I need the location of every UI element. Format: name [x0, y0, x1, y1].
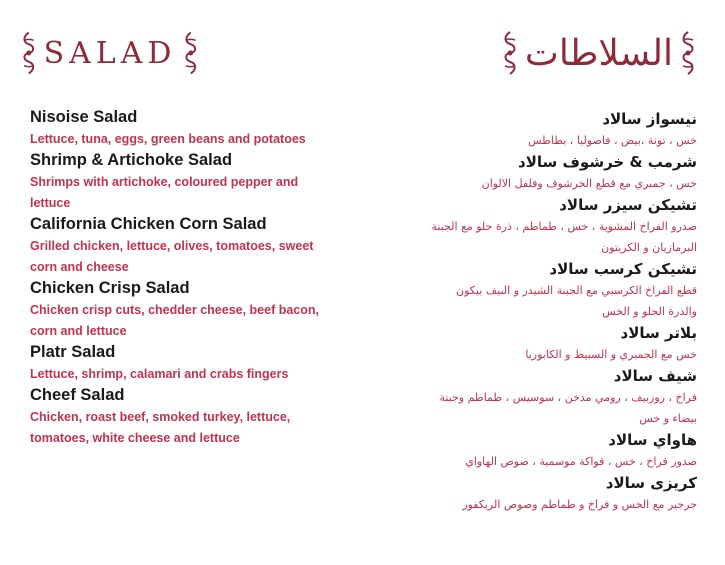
- item-description: صدرو الفراخ المشوية ، خس ، طماطم ، ذرة حلو مع الجبنة البرمازيان و الكريتون: [431, 220, 697, 254]
- item-description: خس ، تونة ،بيض ، فاصوليا ، بطاطس: [528, 134, 697, 147]
- menu-item: [30, 278, 330, 342]
- item-name: Platr Salad: [30, 343, 116, 361]
- item-name: هاواي سالاد: [608, 431, 697, 449]
- english-title: SALAD: [43, 35, 177, 71]
- arabic-menu-list: [427, 108, 697, 515]
- menu-item: [30, 214, 330, 278]
- item-description: Lettuce, tuna, eggs, green beans and potatoes: [30, 132, 306, 146]
- item-name: California Chicken Corn Salad: [30, 215, 267, 233]
- item-name: Shrimp & Artichoke Salad: [30, 151, 233, 169]
- item-description: جرجير مع الخس و فراخ و طماطم وصوص الريكفور: [462, 498, 697, 511]
- scroll-ornament-icon: [501, 30, 519, 76]
- item-description: Lettuce, shrimp, calamari and crabs fingers: [30, 367, 289, 381]
- item-name: نيسواز سالاد: [602, 110, 697, 128]
- item-description: قطع الفراخ الكرسبي مع الجبنة الشيدر و البيف بيكون والذرة الحلو و الخس: [456, 284, 697, 318]
- menu-item: [427, 429, 697, 472]
- scroll-ornament-icon: [679, 30, 697, 76]
- menu-item: [427, 258, 697, 322]
- menu-item: [30, 107, 330, 150]
- menu-item: [427, 322, 697, 365]
- scroll-ornament-icon: [20, 30, 38, 76]
- item-name: بلاتر سالاد: [620, 324, 697, 342]
- item-description: Grilled chicken, lettuce, olives, tomatoes, sweet corn and cheese: [30, 239, 314, 274]
- item-description: Chicken, roast beef, smoked turkey, lettuce, tomatoes, white cheese and lettuce: [30, 410, 291, 445]
- menu-item: [427, 472, 697, 515]
- item-description: Chicken crisp cuts, chedder cheese, beef bacon, corn and lettuce: [30, 303, 319, 338]
- arabic-header: [501, 26, 697, 80]
- menu-item: [30, 150, 330, 214]
- item-description: صدور فراخ ، خس ، فواكة موسمية ، صوص الهاواي: [465, 455, 697, 468]
- menu-item: [30, 385, 330, 449]
- item-description: خس مع الجمبري و السبيط و الكابوريا: [525, 348, 697, 361]
- item-name: Chicken Crisp Salad: [30, 279, 190, 297]
- item-description: خس ، جمبري مع قطع الخرشوف وفلفل الالوان: [481, 177, 697, 190]
- item-name: شرمب & خرشوف سالاد: [518, 153, 697, 171]
- item-name: تشيكن كرسب سالاد: [549, 260, 697, 278]
- english-header: [20, 28, 200, 78]
- english-menu-list: [30, 107, 330, 449]
- item-description: Shrimps with artichoke, coloured pepper and lettuce: [30, 175, 299, 210]
- item-name: شيف سالاد: [613, 367, 697, 385]
- menu-item: [427, 108, 697, 151]
- menu-item: [427, 151, 697, 194]
- menu-item: [427, 194, 697, 258]
- item-description: فراخ ، روزبيف ، رومي مدخن ، سوسيس ، طماطم وجبنة بيضاء و خس: [439, 391, 697, 425]
- arabic-title: السلاطات: [524, 32, 673, 74]
- scroll-ornament-icon: [182, 30, 200, 76]
- menu-item: [30, 342, 330, 385]
- item-name: كريزى سالاد: [605, 474, 697, 492]
- menu-item: [427, 365, 697, 429]
- item-name: Cheef Salad: [30, 386, 125, 404]
- item-name: Nisoise Salad: [30, 108, 138, 126]
- item-name: تشيكن سيزر سالاد: [559, 196, 697, 214]
